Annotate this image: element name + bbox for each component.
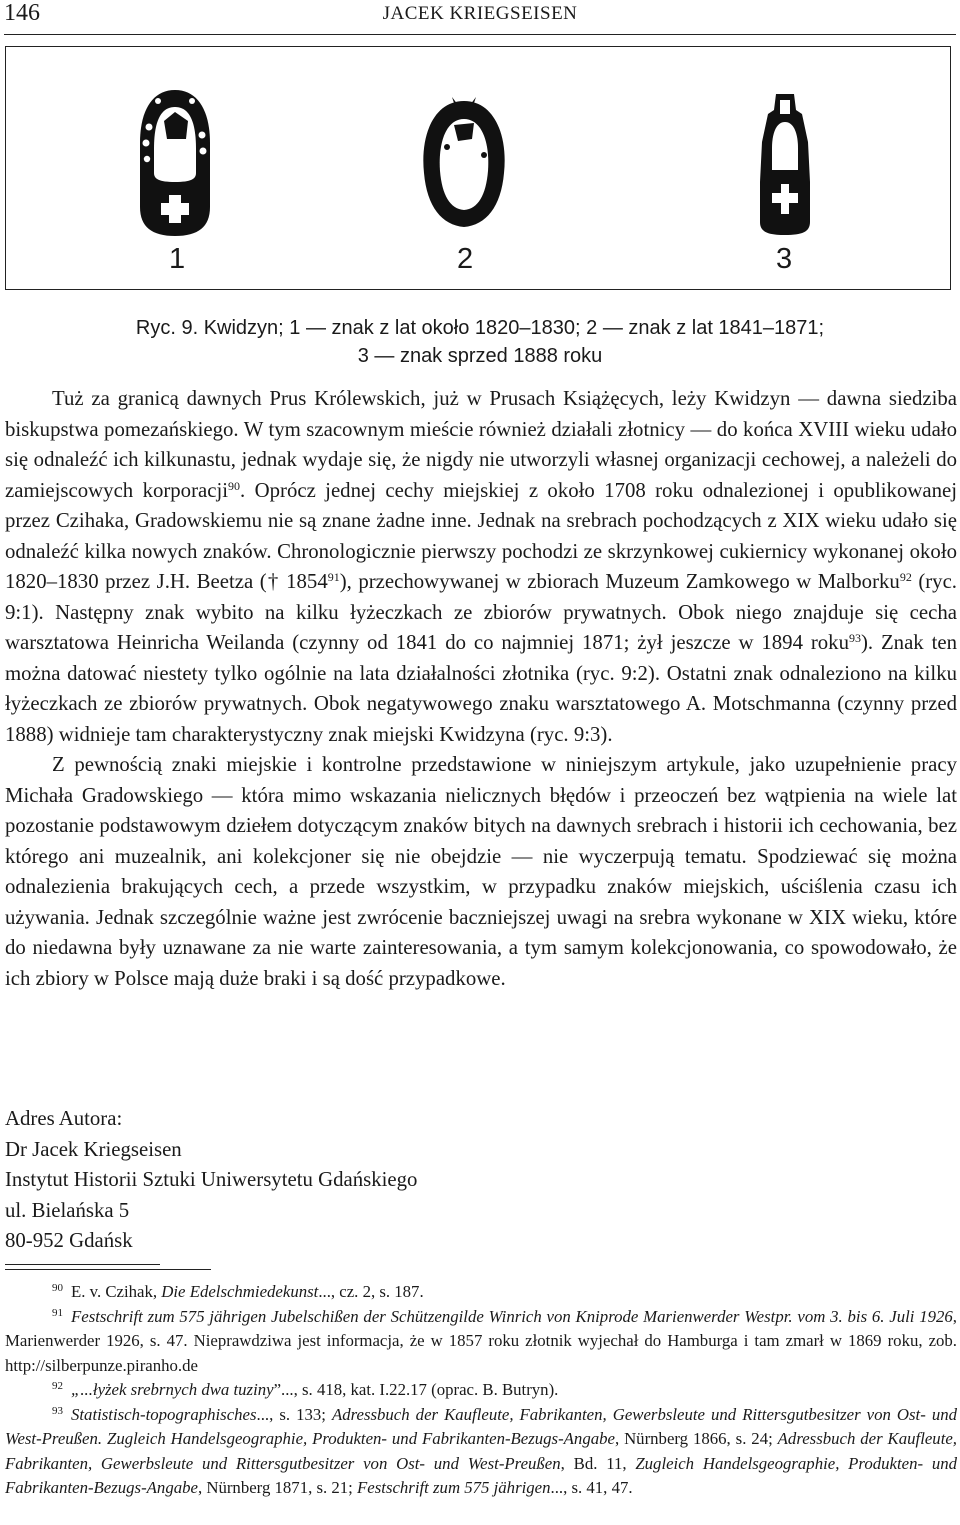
footnote-number: 92 [52, 1380, 63, 1392]
footnote-number: 91 [52, 1306, 63, 1319]
footnote-title: Die Edelschmiedekunst [161, 1282, 319, 1301]
footnote-title: „...łyżek srebrnych dwa tuziny [71, 1380, 274, 1399]
footnote-text: , Nürnberg 1871, s. 21; [197, 1478, 358, 1497]
town-mark-3 [754, 92, 816, 237]
footnote-90 [5, 1280, 957, 1305]
figure-caption [5, 314, 955, 370]
address-underline [5, 1264, 160, 1265]
page-number: 146 [4, 0, 40, 26]
footnote-title: Zugleich Handelsgeographie, Produkten- und Fabrikanten-Bezugs-Angabe [5, 1453, 957, 1497]
footnote-separator [5, 1269, 211, 1270]
footnote-text: E. v. Czihak, [71, 1282, 162, 1301]
footnote-text: ..., s. 41, 47. [550, 1478, 633, 1497]
footnote-ref-93[interactable]: 93 [848, 631, 861, 645]
footnote-text: ”..., s. 418, kat. I.22.17 (oprac. B. Butryn). [273, 1380, 559, 1399]
street: ul. Bielańska 5 [5, 1198, 130, 1222]
paragraph-2: Z pewnością znaki miejskie i kontrolne przedstawione w niniejszym artykule, jako uzupełnienie pracy Michała Gradowskiego — która mimo wskazania nielicznych błędów i przeoczeń bez wątpienia na wiele lat pozostanie podstawowym dziełem dotyczącym znaków bitych na dawnych srebrach i historii ich cechowania, bez którego ani muzealnik, ani kolekcjoner się nie obejdzie — nie wyczerpują tematu. Spodziewać się można odnalezienia brakujących cech, a przede wszystkim, w przypadku znaków miejskich, uściślenia czasu ich używania. Jednak szczególnie ważne jest zwrócenie baczniejszej uwagi na srebra wykonane w XIX wieku, które do niedawna były uznawane za nie warte zainteresowania, a tym samym kolekcjonowania, co spowodowało, że ich zbiory w Polsce mają duże braki i są dość przypadkowe. [5, 753, 957, 990]
page-header [4, 0, 956, 30]
figure-label-2: 2 [457, 243, 474, 275]
caption-line-2: 3 — znak sprzed 1888 roku [357, 345, 603, 367]
paragraph-1-part-b: . Oprócz jednej cechy miejskiej z około 1708 roku odnalezionej i opublikowanej przez Czihaka, Gradowskiemu nie są znane żadne inne. Jednak na srebrach pochodzących z XIX wieku udało się odnaleźć kilka nowych znaków. Chronologicznie pierwszy pochodzi ze skrzynkowej cukiernicy wykonanej około 1820–1830 przez J.H. Beetza († 1854 [5, 478, 957, 593]
footnote-title: Festschrift zum 575 jährigen [357, 1478, 551, 1497]
paragraph-1-part-c: ), przechowywanej w zbiorach Muzeum Zamkowego w Malborku [339, 570, 900, 593]
header-rule [4, 34, 956, 35]
footnote-text: , Bd. 11, [560, 1453, 636, 1473]
paragraph-1-part-d: (ryc. 9:1). Następny znak wybito na kilku łyżeczkach ze zbiorów prywatnych. Obok niego znajduje się cecha warsztatowa Heinricha Weilanda (czynny od 1841 do co najmniej 1871; żył jeszcze w 1894 roku [5, 570, 957, 654]
footnote-title: Adressbuch der Kaufleute, Fabrikanten, Gewerbsleute und Rittersgutbesitzer von Ost- und West-Preußen. Zugleich Handelsgeographie, Produkten- und Fabrikanten-Bezugs-Angabe [5, 1404, 957, 1448]
body-text [5, 384, 957, 994]
footnote-text: , Nürnberg 1866, s. 24; [614, 1429, 778, 1448]
footnote-93 [5, 1403, 957, 1501]
footnote-title: Adressbuch der Kaufleute, Fabrikanten, Gewerbsleute und Rittersgutbesitzer von Ost- und West-Preußen [5, 1429, 957, 1473]
institution: Instytut Historii Sztuki Uniwersytetu Gdańskiego [5, 1168, 418, 1191]
paragraph-1-part-a: Tuż za granicą dawnych Prus Królewskich, już w Prusach Książęcych, leży Kwidzyn — dawna siedziba biskupstwa pomezańskiego. W tym szacownym mieście również działali złotnicy — do końca XVIII wieku udało się odnaleźć ich kilkunastu, jednak wydaje się, że nigdy nie utworzyli własnej organizacji cechowej, a należeli do zamiejscowych korporacji [5, 387, 957, 502]
address-heading: Adres Autora: [5, 1107, 123, 1130]
postal-city: 80-952 Gdańsk [5, 1229, 133, 1252]
town-mark-1 [136, 87, 214, 239]
figure-label-1: 1 [169, 243, 186, 275]
author-name: Dr Jacek Kriegseisen [5, 1137, 182, 1161]
footnotes [5, 1280, 957, 1501]
footnote-ref-92[interactable]: 92 [899, 570, 912, 584]
footnote-number: 93 [52, 1404, 63, 1417]
footnote-92 [5, 1378, 957, 1403]
paragraph-1-part-e: ). Znak ten można datować niestety tylko ogólnie na lata działalności złotnika (ryc. 9:2). Ostatni znak odnaleziono na kilku łyżeczkach ze zbiorów prywatnych. Obok negatywowego znaku warsztatowego A. Motschmanna (czynny przed 1888) widnieje tam charakterystyczny znak miejski Kwidzyna (ryc. 9:3). [5, 631, 957, 746]
footnote-title: Festschrift zum 575 jährigen Jubelschißen der Schützengilde Winrich von Kniprode Marienwerder Westpr. vom 3. bis 6. Juli 1926 [71, 1306, 953, 1326]
figure-label-3: 3 [776, 243, 793, 275]
town-mark-2 [414, 95, 514, 235]
footnote-91 [5, 1305, 957, 1379]
author-address [5, 1104, 417, 1257]
footnote-number: 90 [52, 1282, 63, 1294]
footnote-text: , Marienwerder 1926, s. 47. Nieprawdziwa jest informacja, że w 1857 roku złotnik wyjechał do Hamburga i tam zmarł w 1869 roku, zob. http://silberpunze.piranho.de [5, 1306, 957, 1375]
figure-panel [5, 46, 951, 290]
footnote-title: Statistisch-topographisches [71, 1404, 257, 1424]
paragraph-1 [5, 384, 957, 750]
footnote-ref-90[interactable]: 90 [228, 478, 241, 493]
footnote-ref-91[interactable]: 91 [327, 570, 340, 584]
running-head: JACEK KRIEGSEISEN [382, 3, 578, 24]
footnote-text: ..., s. 133; [256, 1404, 332, 1424]
caption-line-1: Ryc. 9. Kwidzyn; 1 — znak z lat około 1820–1830; 2 — znak z lat 1841–1871; [135, 317, 825, 339]
footnote-text: ..., cz. 2, s. 187. [318, 1282, 424, 1301]
